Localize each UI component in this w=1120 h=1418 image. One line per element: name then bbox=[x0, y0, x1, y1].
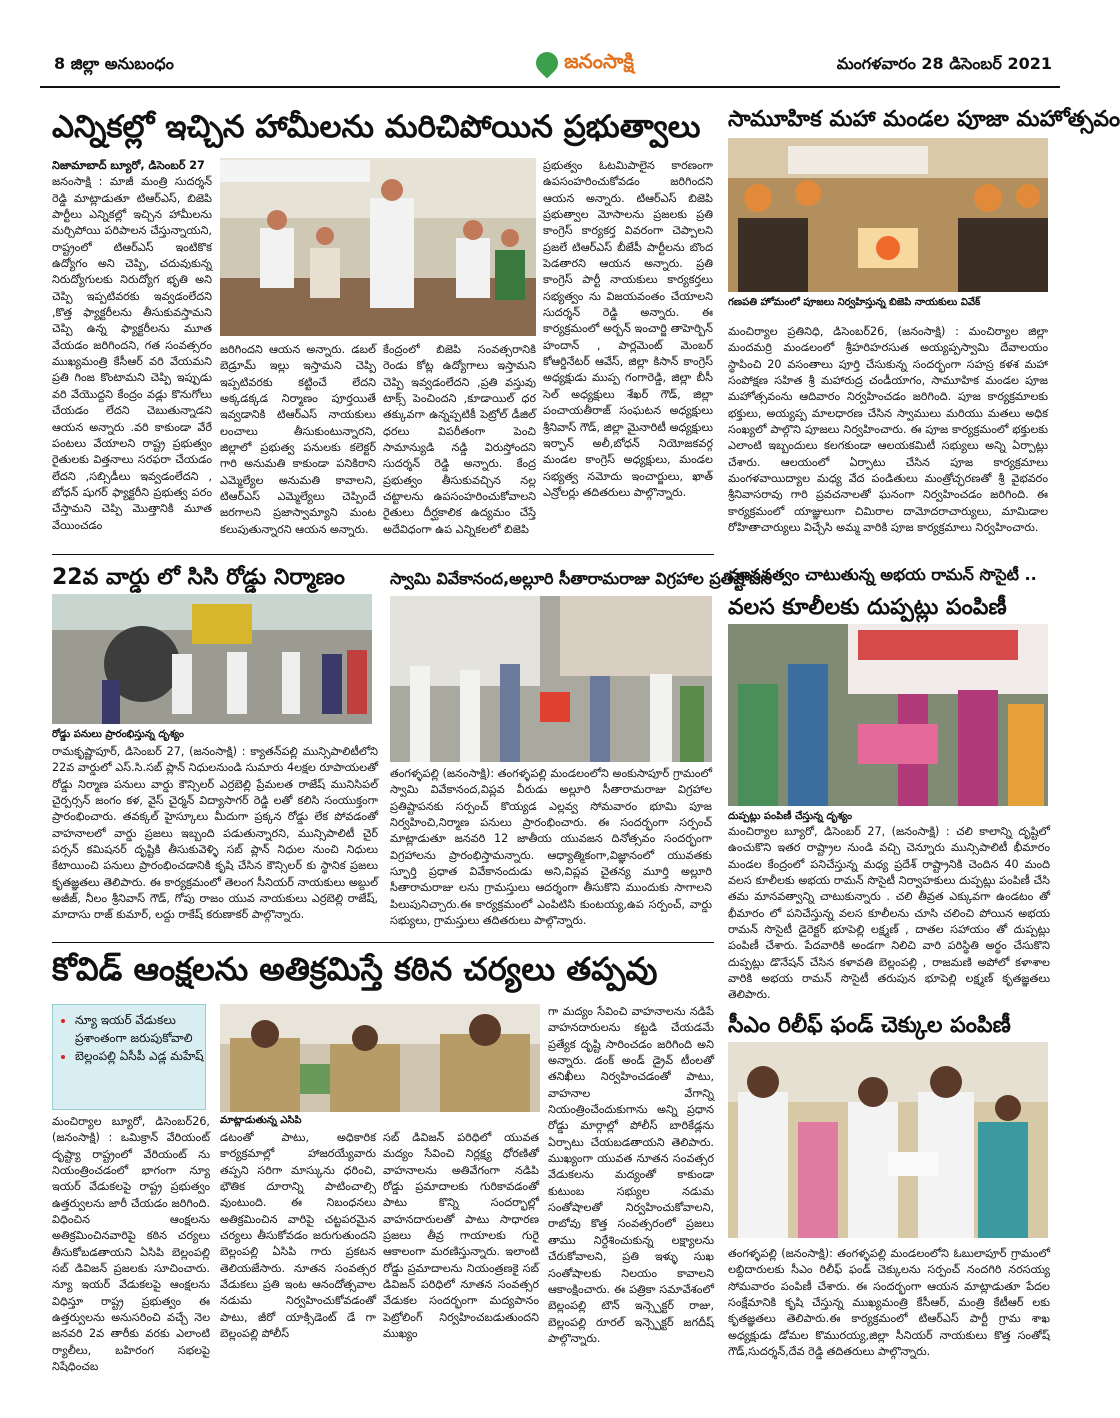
story6-highlight-2: • బెల్లంపల్లి ఏసీపీ ఎడ్ల మహేష్ bbox=[75, 1047, 205, 1065]
paper-logo bbox=[510, 48, 660, 78]
story4-headline: స్వామి వివేకానంద,అల్లూరి సీతారామరాజు విగ్రహాల ప్రతిష్టాపన bbox=[390, 569, 772, 588]
story4-body: తంగళ్ళపల్లి (జనంసాక్షి): తంగళ్ళపల్లి మండలంలోని అంకుసాపూర్ గ్రామంలో స్వామి వివేకానంద,విప్లవ వీరుడు అల్లూరి సీతారామరాజు విగ్రహాల ప్రతిష్టాపనకు సర్పంచ్ కొయ్యడ ఎల్లవ్వ సోమవారం భూమి పూజ నిర్వహించి,నిర్మాణ పనులు ప్రారంభించారు. ఈ సందర్భంగా సర్పంచ్ మాట్లాడుతూ జనవరి 12 జాతీయ యువజన దినోత్సవం సందర్భంగా విగ్రహాలను ప్రారంభిస్తామన్నారు. ఆధ్యాత్మికంగా,విజ్ఞానంలో యువతకు స్ఫూర్తి ప్రధాత వివేకానందుడు అని,విప్లవ చైతన్య మూర్తి అల్లూరి సీతారామరాజు లను గ్రామస్తులు ఆదర్శంగా తీసుకొని ముందుకు సాగాలని పిలుపునిచ్చారు.ఈ కార్యక్రమంలో ఎంపిటిసి కుంటయ్య,ఉప సర్పంచ్, వార్డు సభ్యులు, గ్రామస్తులు తదితరులు పాల్గొన్నారు. bbox=[390, 767, 712, 928]
story5-headline: వలస కూలీలకు దుప్పట్లు పంపిణీ bbox=[728, 595, 1007, 620]
story6-highlight-1: • న్యూ ఇయర్ వేడుకలు ప్రశాంతంగా జరుపుకోవాలి bbox=[75, 1011, 205, 1047]
story6-caption: మాట్లాడుతున్న ఎసిపి bbox=[220, 1115, 302, 1126]
issue-date: మంగళవారం 28 డిసెంబర్ 2021 bbox=[836, 54, 1052, 73]
story6-column-2: డటంతో పాటు, అధికారిక కార్యక్రమాల్లో హాజరయ్యేవారు తప్పని సరిగా మాస్కును ధరించి, భౌతిక దూరాన్ని పాటించాల్సి వుంటుంది. ఈ నిబంధనలు అతిక్రమించిన వారిపై చట్టపరమైన చర్యలు తీసుకోవడం జరుగుతుందని బెల్లంపల్లి ఏసిపి గారు ప్రకటన తెలియజేసారు. నూతన సంవత్సర వేడుకలు ప్రతి ఇంట ఆనందోత్సవాల నడుమ నిర్వహించుకోవడంతో పాటు, జీరో యాక్సిడెంట్ డే గా బెల్లంపల్లి పోలీస్ bbox=[220, 1131, 376, 1341]
story5-caption: దుప్పట్లు పంపిణీ చేస్తున్న దృశ్యం bbox=[728, 811, 853, 822]
story1-text-1: జనంసాక్షి : మాజీ మంత్రి సుదర్శన్ రెడ్డి మాట్లాడుతూ టిఆర్ఎస్, బిజెపి పార్టీలు ఎన్నికల్లో ఇచ్చిన హామీలను మర్చిపోయి పరిపాలన చేస్తున్నాయని, రాష్ట్రంలో టిఆర్ఎస్ ఇంటికొక ఉద్యోగం అని చెప్పి, చదువుకున్న నిరుద్యోగులకు నిరుద్యోగ భృతి అని చెప్పి ఇప్పటివరకు ఇవ్వడంలేదని ,కొత్త ఫ్యాక్టరీలను తీసుకువస్తామని చెప్పి ఉన్న ఫ్యాక్టరీలను మూత వేయడం జరిగిందని, గత సంవత్సరం ముఖ్యమంత్రి కేసీఆర్ వరి వేయమని ప్రతి గింజ కొంటామని చెప్పి ఇప్పుడు వరి వేయొద్దని కేంద్రం వడ్లు కొనుగోలు చేయడం లేదని చెబుతున్నాడని ఆయన అన్నారు .వరి కాకుండా వేరే పంటలు వేయాలని రాష్ట్ర ప్రభుత్వం రైతులకు విత్తనాలు సరఫరా చేయడం లేదని ,సబ్సిడీలు ఇవ్వడంలేదని , బోధన్ షుగర్ ఫ్యాక్టరీని ప్రభుత్వ పరం చేస్తామని చెప్పి మొత్తానికి మూత వేయించడం bbox=[52, 175, 212, 532]
section-divider bbox=[52, 554, 714, 555]
paper-name: జనంసాక్షి bbox=[564, 48, 634, 73]
story1-column-2: జరిగిందని ఆయన అన్నారు. డబల్ బెడ్రూమ్ ఇల్లు ఇస్తామని చెప్పి ఇప్పటివరకు కట్టించే లేదని అక్కడక్కడ నిర్మాణం పూర్తయితే ఇవ్వడానికి టిఆర్ఎస్ నాయకులు లంచాలు తీసుకుంటున్నారని, జిల్లాలో ప్రభుత్వ పనులకు కలెక్టర్ గారి అనుమతి కాకుండా పనికిరాని ఎమ్మెల్యేల అనుమతి కావాలని, టిఆర్ఎస్ ఎమ్మెల్యేలు చెప్పిందే జరగాలని ప్రజాస్వామ్యాని మంట కలుపుతున్నారని ఆయన అన్నారు. bbox=[220, 343, 376, 536]
story6-photo bbox=[220, 1004, 540, 1112]
section-divider-2 bbox=[52, 942, 714, 943]
story3-headline: 22వ వార్డు లో సిసి రోడ్డు నిర్మాణం bbox=[52, 565, 345, 590]
story5-kicker: మానవత్వం చాటుతున్న అభయ రామన్ సొసైటీ .. bbox=[728, 565, 1037, 584]
story2-caption: గణపతి హోమంలో పూజలు నిర్వహిస్తున్న బిజెపి నాయకులు వివేక్ bbox=[728, 297, 981, 308]
page-section: 8 జిల్లా అనుబంధం bbox=[54, 54, 174, 73]
story7-headline: సీఎం రిలీఫ్ ఫండ్ చెక్కుల పంపిణీ bbox=[728, 1013, 1011, 1038]
story7-body: తంగళ్ళపల్లి (జనంసాక్షి): తంగళ్ళపల్లి మండలంలోని ఓబులాపూర్ గ్రామంలో లబ్దిదారులకు సీఎం రిలీఫ్ ఫండ్ చెక్కులను సర్పంచ్ నందగిరి నరసయ్య సోమవారం పంపిణీ చేశారు. ఈ సందర్భంగా ఆయన మాట్లాడుతూ పేదల సంక్షేమానికి కృషి చేస్తున్న ముఖ్యమంత్రి కేసీఆర్, మంత్రి కేటీఆర్ లకు కృతజ్ఞతలు తెలిపారు.ఈ కార్యక్రమంలో టిఆర్ఎస్ పార్టీ గ్రామ శాఖ అధ్యక్షుడు డోమల కొమురయ్య,జిల్లా సీనియర్ నాయకులు కొత్త సంతోష్ గౌడ్,సుదర్శన్,దేవ రెడ్డి తదితరులు పాల్గొన్నారు. bbox=[728, 1247, 1050, 1359]
story5-body: మంచిర్యాల బ్యూరో, డిసెంబర్ 27, (జనంసాక్షి) : చలి కాలాన్ని దృష్టిలో ఉంచుకొని ఇతర రాష్ట్రాల నుండి వచ్చి చెన్నూరు మున్సిపాలిటీ భీమారం మండల కేంద్రంలో పనిచేస్తున్న మధ్య ప్రదేశ్ రాష్ట్రానికి చెందిన 40 మంది వలస కూలీలకు అభయ రామన్ సొసైటీ నిర్వాహకులు దుప్పట్లు పంపిణీ చేసి తమ మానవత్వాన్ని చాటుకున్నారు . చలి తీవ్రత ఎక్కువగా ఉండటం తో భీమారం లో పనిచేస్తున్న వలస కూలీలను చూసి చలించి పోయిన అభయ రామన్ సొసైటీ డైరెక్టర్ భూపెల్లి లక్ష్మణ్ , దాతల సహాయం తో దుప్పట్లు పంపిణీ చేశారు. పేదవారికి అండగా నిలిచి వారి పరిస్థితి అర్థం చేసుకొని దుప్పట్లు డొనేషన్ చేసిన కళావతి బెల్లంపల్లి , రాజమణి అపోలో కళాశాల వారికి అభయ రామన్ సొసైటీ తరుపున భూపెల్లి లక్ష్మణ్ కృతజ్ఞతలు తెలిపారు. bbox=[728, 825, 1050, 1002]
story1-column-4: ప్రభుత్వం ఓటమిపాలైన కారణంగా ఉపసంహరించుకోవడం జరిగిందని ఆయన అన్నారు. టిఆర్ఎస్ బిజెపి ప్రభుత్వాల మోసాలను ప్రజలకు ప్రతి కాంగ్రెస్ కార్యకర్త వివరంగా చెప్పాలని ప్రజలే టిఆర్ఎస్ బీజేపీ పార్టీలను బొంద పెడతారని ఆయన అన్నారు. ప్రతి కాంగ్రెస్ పార్టీ నాయకులు కార్యకర్తలు సభ్యత్వం ను విజయవంతం చేయాలని సుదర్శన్ రెడ్డి అన్నారు. ఈ కార్యక్రమంలో అర్బన్ ఇంచార్జి తాహెర్బిన్ హందాన్ , పార్లమెంట్ మెంబర్ కోఆర్డినేటర్ ఆవేస్, జిల్లా కిసాన్ కాంగ్రెస్ అధ్యక్షుడు ముప్ప గంగారెడ్డి, జిల్లా బీసీ సెల్ అధ్యక్షులు శేఖర్ గౌడ్, జిల్లా పంచాయతీరాజ్ సంఘటన అధ్యక్షులు శ్రీనివాస్ గౌడ్, జిల్లా మైనారిటీ అధ్యక్షులు ఇర్ఫాన్ అలీ,బోధన్ నియోజకవర్గ మండల కాంగ్రెస్ అధ్యక్షులు, మండల సభ్యత్వ నమోదు ఇంచార్జులు, ఖాత్ ఎన్రోలర్లు తదితరులు పాల్గొన్నారు. bbox=[543, 159, 713, 499]
story3-photo bbox=[52, 594, 372, 724]
story2-photo bbox=[728, 138, 1048, 292]
story3-body: రామకృష్ణాపూర్, డిసెంబర్ 27, (జనంసాక్షి) : క్యాతన్‌పల్లి మున్సిపాలిటీలోని 22వ వార్డులో ఎస్.సి.సబ్ ప్లాన్ నిధులనుండి సుమారు 4లక్షల రూపాయలతో రోడ్డు నిర్మాణ పనులు వార్డు కౌన్సిలర్ ఎర్రబెల్లి ప్రేమలత రాజేష్ మునిసిపల్ చైర్పర్సన్ జంగం కళ, వైస్ చైర్మన్ విద్యాసాగర్ రెడ్డి లతో కలిసి సంయుక్తంగా ప్రారంభించారు. తవక్కల్ హైస్కూలు మీదుగా ప్రక్కన రోడ్డు లేక పోవడంతో వాహనాలలో వార్డు ప్రజలు ఇబ్బంది పడుతున్నారని, మున్సిపాలిటీ చైర్ పర్సన్ కమిషనర్ దృష్టికి తీసుకువెళ్ళి సబ్ ప్లాన్ నిధుల నుంచి నిధులు కేటాయించి పనులు ప్రారంభించడానికి కృషి చేసిన కౌన్సిలర్ కు స్థానిక ప్రజలు కృతజ్ఞతలు తెలిపారు. ఈ కార్యక్రమంలో తెలంగ సీనియర్ నాయకులు అబ్దుల్ అజీజ్, నీలం శ్రీనివాస్ గౌడ్, గోపు రాజం యువ నాయకులు ఎర్రబెల్లి రాజేష్, మాదాసు రాజ్ కుమార్, లద్దు రాకేష్ కరుణాకర్ పాల్గొన్నారు. bbox=[52, 745, 378, 922]
story6-headline: కోవిడ్ ఆంక్షలను అతిక్రమిస్తే కఠిన చర్యలు తప్పవు bbox=[52, 950, 658, 988]
logo-leaf-icon bbox=[532, 47, 563, 78]
story1-column-1 bbox=[52, 158, 212, 546]
story2-body: మంచిర్యాల ప్రతినిధి, డిసెంబర్26, (జనంసాక్షి) : మంచిర్యాల జిల్లా మందమర్రి మండలంలో శ్రీహరిహరసుత అయ్యప్పస్వామి దేవాలయం స్థాపించి 20 వసంతాలు పూర్తి చేసుకున్న సందర్భంగా సహస్ర కళశ మహా సంపోక్షణ సహిత శ్రీ మహారుద్ర చండీయాగం, సామూహిక మండల పూజ మహోత్సవంను ఆదివారం నిర్వహించడం జరిగింది. పూజ కార్యక్రమాలకు భక్తులు, అయ్యప్ప మాలధారణ చేసిన స్వాములు మరియు మతలు అధిక సంఖ్యలో పాల్గొని పూజలు నిర్వహించారు. ఈ పూజ కార్యక్రమంలో భక్తులకు ఎలాంటి ఇబ్బందులు కలగకుండా ఆలయకమిటీ సభ్యులు అన్ని ఏర్పాట్లు చేశారు. ఆలయంలో ఏర్పాటు చేసిన పూజ కార్యక్రమాలు మంగళవాయిద్యాల మధ్య వేద పండితులు మంత్రోచ్ఛరణతో శ్రీ వైభవరం శ్రీనివాసరావు గారి ప్రవచనాలతో ఘనంగా నిర్వహించడం జరిగింది. ఈ కార్యక్రమంలో యాజ్ఞులుగా చిమిరాల దామోదరాచార్యులు, మామిడాల రోహితాచార్యులు విచ్చేసి అమ్మ వారికి పూజ కార్యక్రమాలు నిర్వహించారు. bbox=[728, 325, 1048, 535]
story6-highlights-list bbox=[53, 1011, 205, 1065]
story1-column-3: కేంద్రంలో బిజెపి సంవత్సరానికి రెండు కోట్ల ఉద్యోగాలు ఇస్తామని చెప్పి ఇవ్వడంలేదని ,ప్రతి వస్తువు టాక్స్ పెంచిందని ,కూడాయిల్ ధర తక్కువగా ఉన్నప్పటికీ పెట్రోల్ డీజిల్ ధరలు విపరీతంగా పెంచి సామాన్యుడి నడ్డి విరుస్తోందని సుదర్శన్ రెడ్డి అన్నారు. కేంద్ర ప్రభుత్వం తీసుకువచ్చిన నల్ల చట్టాలను ఉపసంహరించుకోవాలని రైతులు దీర్ఘకాలిక ఉద్యమం చేస్తే అదేవిధంగా ఉప ఎన్నికలలో బిజెపి bbox=[383, 343, 536, 536]
story2-headline: సామూహిక మహా మండల పూజా మహోత్సవం bbox=[728, 107, 1120, 132]
story4-photo bbox=[390, 596, 712, 762]
masthead bbox=[40, 46, 1060, 88]
story6-column-1: మంచిర్యాల బ్యూరో, డిసెంబర్26, (జనంసాక్షి) : ఒమిక్రాన్ వేరియంట్ దృష్ట్యా రాష్ట్రంలో వేరియంట్ ను నియంత్రించడంలో భాగంగా న్యూ ఇయర్ వేడుకలపై రాష్ట్ర ప్రభుత్వం ఉత్తర్వులను జారీ చేయడం జరిగింది. విధించిన ఆంక్షలను అతిక్రమించినవారిపై కఠిన చర్యలు తీసుకోబడతాయని ఏసిపి బెల్లంపల్లి సబ్ డివిజన్ ప్రజలకు సూచించారు. న్యూ ఇయర్ వేడుకలపై ఆంక్షలను విధిస్తూ రాష్ట్ర ప్రభుత్వం ఈ ఉత్తర్వులను అనుసరించి వచ్చే నెల జనవరి 2వ తారీకు వరకు ఎలాంటి ర్యాలీలు, బహిరంగ సభలపై నిషేధించబ bbox=[52, 1115, 210, 1374]
story6-column-3: సబ్ డివిజన్ పరిధిలో యువత మద్యం సేవించి నిర్లక్ష్య ధోరణితో వాహనాలను అతివేగంగా నడిపి రోడ్డు ప్రమాదాలకు గురికావడంతో పాటు కొన్ని సందర్భాల్లో వాహనదారులతో పాటు సాధారణ ప్రజలు తీవ్ర గాయాలకు గురై ఆకాలంగా మరణిస్తున్నారు. ఇలాంటి రోడ్డు ప్రమాదాలను నియంత్రణకై సబ్ డివిజన్ పరిధిలో నూతన సంవత్సర వేడుకల సందర్భంగా మద్యపానం పెట్రోలింగ్ నిర్వహించబడుతుందని ముఖ్యం bbox=[383, 1131, 539, 1341]
story1-headline: ఎన్నికల్లో ఇచ్చిన హామీలను మరిచిపోయిన ప్రభుత్వాలు bbox=[52, 109, 701, 145]
story6-column-4: గా మద్యం సేవించి వాహనాలను నడిపే వాహనదారులను కట్టడి చేయడమే ప్రత్యేక దృష్టి సారించడం జరిగింది అని అన్నారు. డంక్ అండ్ డ్రైవ్ టీంలతో తనిఖీలు నిర్వహించడంతో పాటు, వాహనాల వేగాన్ని నియంత్రించేందుకుగాను అన్ని ప్రధాన రోడ్డు మార్గాల్లో పోలీస్ బారికేడ్లను ఏర్పాటు చేయబడతాయని తెలిపారు. ముఖ్యంగా యువత నూతన సంవత్సర వేడుకలను మద్యంతో కాకుండా కుటుంబ సభ్యుల నడుమ సంతోషాలతో నిర్వహించుకోవాలని, రాబోవు కొత్త సంవత్సరంలో ప్రజలు తాము నిర్దేశించుకున్న లక్ష్యాలను చేరుకోవాలని, ప్రతి ఇళ్ళు సుఖ సంతోషాలకు నిలయం కావాలని ఆకాంక్షించారు. ఈ పత్రికా సమావేశంలో బెల్లంపల్లి టౌన్ ఇన్స్పెక్టర్ రాజు, బెల్లంపల్లి రూరల్ ఇన్స్పెక్టర్ జగదీష్ పాల్గొన్నారు. bbox=[548, 1005, 714, 1345]
story7-photo bbox=[728, 1042, 1048, 1238]
story1-photo bbox=[220, 158, 536, 336]
story3-caption: రోడ్డు పనులు ప్రారంభిస్తున్న దృశ్యం bbox=[52, 729, 184, 740]
story1-dateline: నిజామాబాద్ బ్యూరో, డిసెంబర్ 27 bbox=[52, 159, 205, 172]
story5-photo bbox=[728, 624, 1048, 806]
story6-highlights-box bbox=[52, 1004, 206, 1110]
